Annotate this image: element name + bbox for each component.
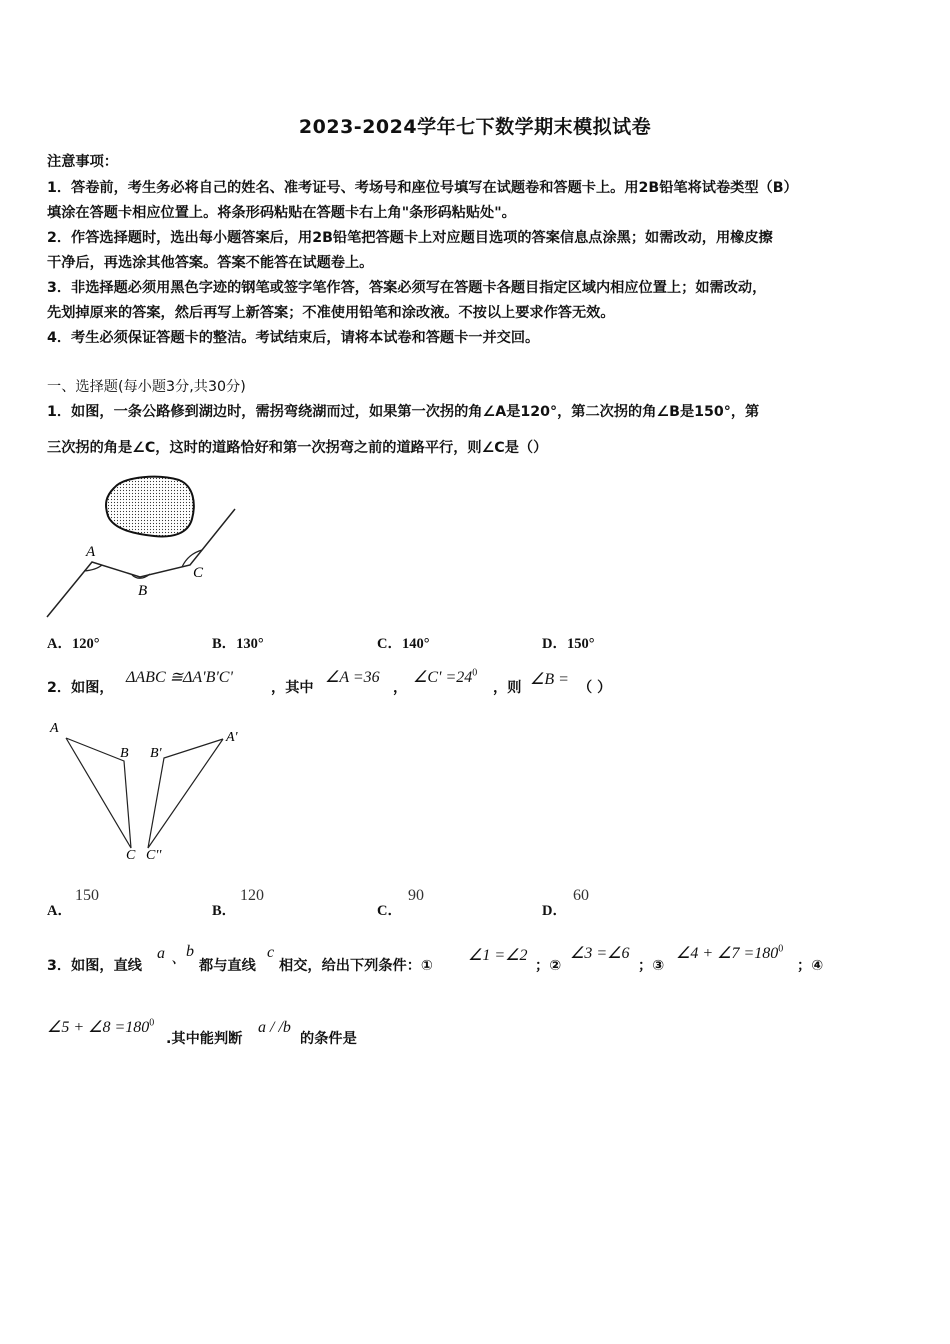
question-3-text: 3．如图，直线 [47,958,142,974]
notice-line: 2．作答选择题时，选出每小题答案后，用2B铅笔把答题卡上对应题目选项的答案信息点涂黑；如需改动，用橡皮擦 [47,230,773,246]
label-a-prime: A' [226,730,238,745]
label-c-prime: C'' [146,848,162,863]
q1-option-c[interactable]: C．140° [377,636,430,652]
angle-b-expression: ∠B = [530,671,569,688]
question-2-text: ，则 [493,680,522,696]
condition-4: ∠5 + ∠8 $=180^0$ [47,1017,155,1036]
var-a: a [157,945,165,962]
condition-2: ∠3 =∠6 [570,945,630,962]
separator: 、 [171,950,188,967]
lake-shape [106,477,194,537]
label-c: C [193,565,204,581]
question-2-prefix: 2．如图， [47,680,114,696]
notice-line: 3．非选择题必须用黑色字迹的钢笔或签字笔作答，答案必须写在答题卡各题目指定区域内相应位置上；如需改动， [47,280,767,296]
parallel-expression: a / /b [258,1019,291,1036]
question-3-text: ；③ [638,958,665,974]
condition-3: ∠4 + ∠7 $=180^0$ [676,943,784,962]
q1-option-b[interactable]: B．130° [212,636,264,652]
label-b: B [120,746,129,761]
question-3-text: ；② [535,958,562,974]
notice-line: 干净后，再选涂其他答案。答案不能答在试题卷上。 [47,255,374,271]
question-3-text: .其中能判断 [166,1031,243,1047]
notice-line: 1．答卷前，考生务必将自己的姓名、准考证号、考场号和座位号填写在试题卷和答题卡上。用2B铅笔将试卷类型（B） [47,180,798,196]
angle-c-expression: ∠C' $=24^0$ [413,667,478,686]
var-c: c [267,944,275,961]
question-3-text: 都与直线 [199,958,256,974]
question-3-text: 的条件是 [300,1031,357,1047]
question-1-line: 1．如图，一条公路修到湖边时，需拐弯绕湖而过，如果第一次拐的角∠A是120°，第二次拐的角∠B是150°，第 [47,404,760,420]
notice-line: 4．考生必须保证答题卡的整洁。考试结束后，请将本试卷和答题卡一并交回。 [47,330,540,346]
label-b: B [138,583,148,599]
lake-road-figure [44,474,244,620]
label-a: A [86,544,96,560]
label-a: A [50,721,59,736]
angle-a-expression: ∠A =36 [325,669,380,686]
question-3-text: 相交，给出下列条件：① [279,958,433,974]
triangles-figure [46,718,250,868]
q1-option-d[interactable]: D．150° [542,636,595,652]
notice-line: 填涂在答题卡相应位置上。将条形码粘贴在答题卡右上角"条形码粘贴处"。 [47,205,516,221]
condition-1: ∠1 =∠2 [468,947,528,964]
congruence-expression: ΔABC ≅ΔA'B'C' [126,669,233,686]
answer-blank: （ ） [578,680,612,696]
question-2-text: ，其中 [271,680,314,696]
page-title: 2023-2024学年七下数学期末模拟试卷 [298,116,652,138]
label-b-prime: B' [150,746,162,761]
label-c: C [126,848,136,863]
notice-heading: 注意事项： [47,154,118,170]
question-3-text: ；④ [797,958,824,974]
var-b: b [186,943,194,960]
q1-option-a[interactable]: A．120° [47,636,100,652]
question-1-line: 三次拐的角是∠C，这时的道路恰好和第一次拐弯之前的道路平行，则∠C是（） [47,440,548,456]
notice-line: 先划掉原来的答案，然后再写上新答案；不准使用铅笔和涂改液。不按以上要求作答无效。 [47,305,615,321]
section-heading: 一、选择题(每小题3分,共30分) [47,379,246,395]
question-2-sep: ， [393,680,408,696]
